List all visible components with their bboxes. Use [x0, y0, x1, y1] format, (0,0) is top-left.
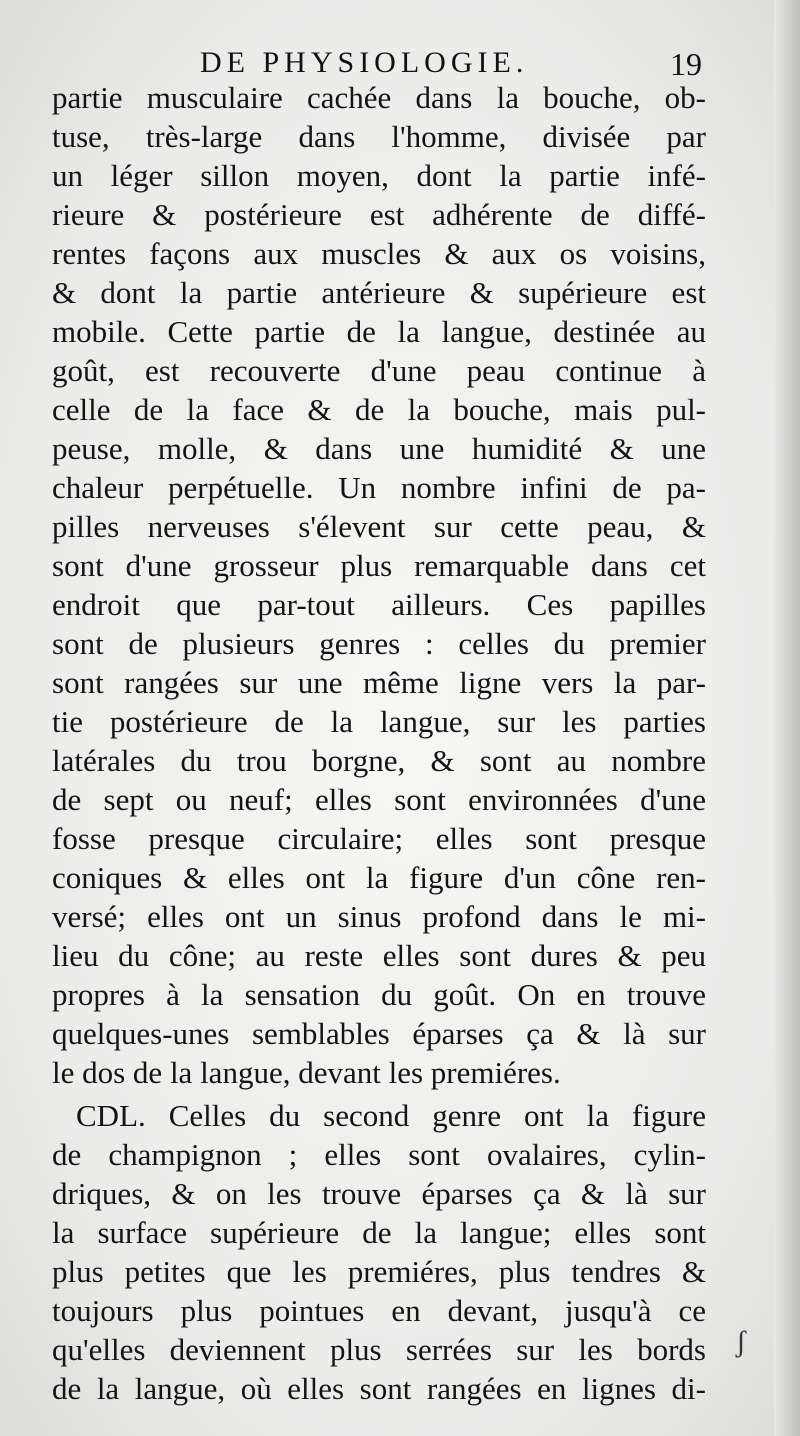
text-line: la surface supérieure de la langue; elles sont [52, 1215, 706, 1250]
text-line: partie musculaire cachée dans la bouche, ob- [52, 80, 706, 115]
text-line: lieu du cône; au reste elles sont dures & peu [52, 938, 706, 973]
text-line: de champignon ; elles sont ovalaires, cylin- [52, 1137, 706, 1172]
text-line: pilles nerveuses s'élevent sur cette peau, & [52, 509, 706, 544]
text-line: qu'elles deviennent plus serrées sur les bords [52, 1332, 706, 1367]
text-line: tie postérieure de la langue, sur les parties [52, 704, 706, 739]
text-line: coniques & elles ont la figure d'un cône ren- [52, 860, 706, 895]
text-line: un léger sillon moyen, dont la partie infé- [52, 158, 706, 193]
text-line: latérales du trou borgne, & sont au nombre [52, 743, 706, 778]
text-line: toujours plus pointues en devant, jusqu'à ce [52, 1293, 706, 1328]
text-line: de la langue, où elles sont rangées en lignes di- [52, 1371, 706, 1406]
paragraph-2 [52, 1096, 706, 1408]
text-line: quelques-unes semblables éparses ça & là sur [52, 1016, 706, 1051]
text-line: mobile. Cette partie de la langue, destinée au [52, 314, 706, 349]
text-line: sont de plusieurs genres : celles du premier [52, 626, 706, 661]
text-line: celle de la face & de la bouche, mais pul- [52, 392, 706, 427]
page-edge-shadow [774, 0, 800, 1436]
text-line: chaleur perpétuelle. Un nombre infini de pa- [52, 470, 706, 505]
text-line: sont rangées sur une même ligne vers la par- [52, 665, 706, 700]
margin-mark: ʃ [736, 1325, 746, 1358]
text-line: rentes façons aux muscles & aux os voisins, [52, 236, 706, 271]
text-line: versé; elles ont un sinus profond dans le mi- [52, 899, 706, 934]
running-head: DE PHYSIOLOGIE. [200, 46, 529, 79]
text-line: endroit que par-tout ailleurs. Ces papilles [52, 587, 706, 622]
text-line: propres à la sensation du goût. On en trouve [52, 977, 706, 1012]
text-line: peuse, molle, & dans une humidité & une [52, 431, 706, 466]
text-line: tuse, très-large dans l'homme, divisée par [52, 119, 706, 154]
text-line: rieure & postérieure est adhérente de diffé- [52, 197, 706, 232]
text-line: & dont la partie antérieure & supérieure est [52, 275, 706, 310]
text-line: de sept ou neuf; elles sont environnées d'une [52, 782, 706, 817]
body-text [52, 78, 706, 1408]
text-line: le dos de la langue, devant les premiéres. [52, 1055, 561, 1090]
page-number: 19 [670, 46, 702, 82]
paragraph-1 [52, 78, 706, 1092]
text-line: sont d'une grosseur plus remarquable dans cet [52, 548, 706, 583]
text-line: CDL. Celles du second genre ont la figure [76, 1098, 706, 1133]
text-line: goût, est recouverte d'une peau continue à [52, 353, 706, 388]
text-line: fosse presque circulaire; elles sont presque [52, 821, 706, 856]
text-line: plus petites que les premiéres, plus tendres & [52, 1254, 706, 1289]
text-line: driques, & on les trouve éparses ça & là sur [52, 1176, 706, 1211]
